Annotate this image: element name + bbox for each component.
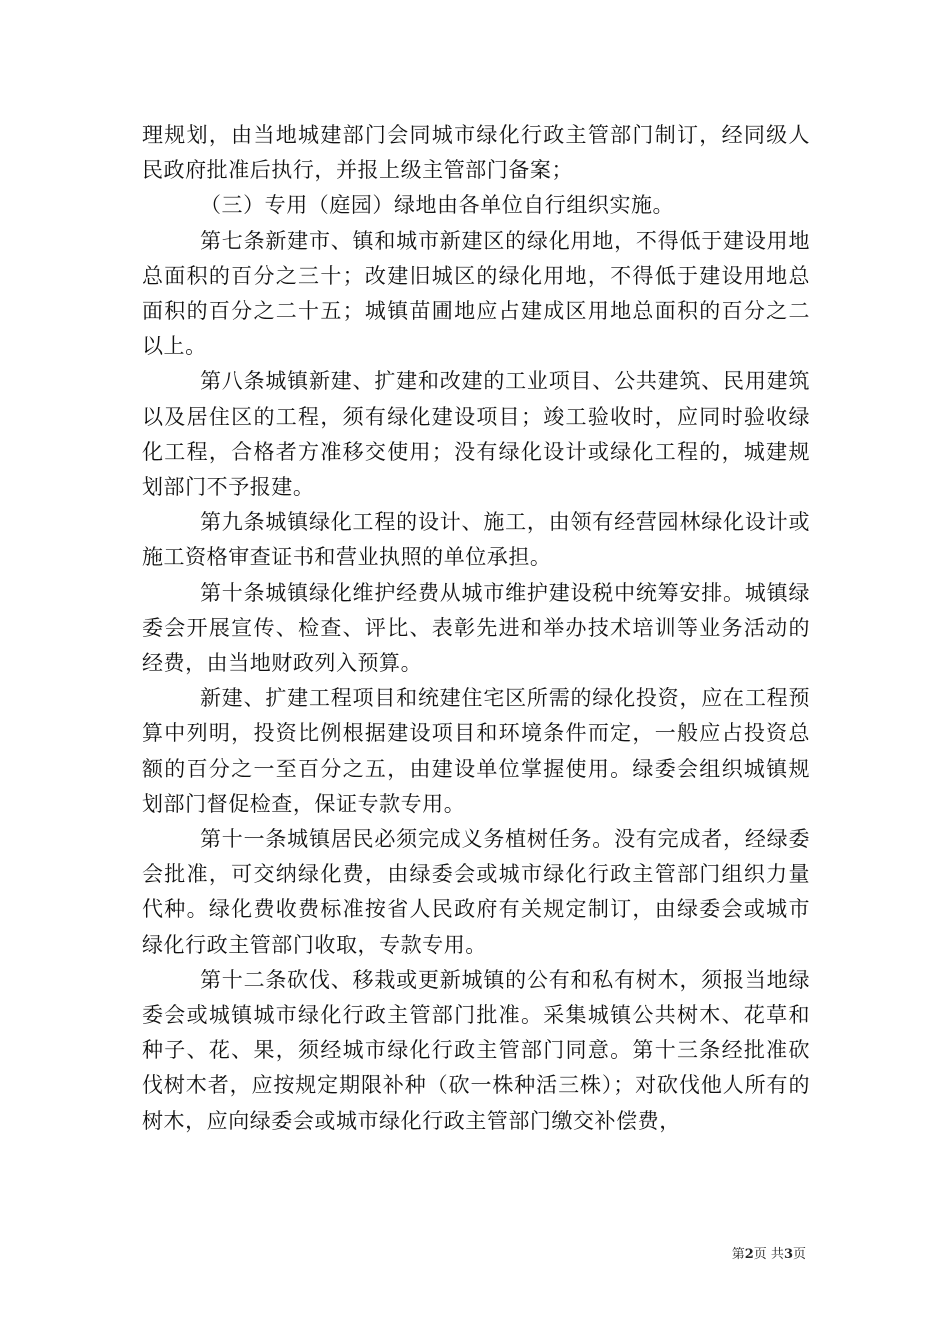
paragraph-article-7: 第七条新建市、镇和城市新建区的绿化用地，不得低于建设用地总面积的百分之三十；改建旧城区的绿化用地，不得低于建设用地总面积的百分之二十五；城镇苗圃地应占建成区用地总面积的百分之二以上。: [142, 228, 810, 359]
document-body: [142, 118, 810, 1139]
paragraph-item-three: （三）专用（庭园）绿地由各单位自行组织实施。: [200, 193, 675, 218]
paragraph-article-11: 第十一条城镇居民必须完成义务植树任务。没有完成者，经绿委会批准，可交纳绿化费，由绿委会或城市绿化行政主管部门组织力量代种。绿化费收费标准按省人民政府有关规定制订，由绿委会或城市绿化行政主管部门收取，专款专用。: [142, 827, 810, 957]
page-footer: [732, 1247, 806, 1263]
paragraph-article-10: 第十条城镇绿化维护经费从城市维护建设税中统筹安排。城镇绿委会开展宣传、检查、评比、表彰先进和举办技术培训等业务活动的经费，由当地财政列入预算。: [142, 580, 810, 676]
current-page-number: 2: [744, 1247, 754, 1262]
paragraph-article-9: 第九条城镇绿化工程的设计、施工，由领有经营园林绿化设计或施工资格审查证书和营业执照的单位承担。: [142, 510, 810, 570]
footer-middle: 页 共: [753, 1247, 784, 1262]
total-page-number: 3: [783, 1247, 793, 1262]
paragraph-continuation: 理规划，由当地城建部门会同城市绿化行政主管部门制订，经同级人民政府批准后执行，并报上级主管部门备案；: [142, 123, 810, 183]
paragraph-article-12: 第十二条砍伐、移栽或更新城镇的公有和私有树木，须报当地绿委会或城镇城市绿化行政主管部门批准。采集城镇公共树木、花草和种子、花、果，须经城市绿化行政主管部门同意。第十三条经批准砍伐树木者，应按规定期限补种（砍一株种活三株）；对砍伐他人所有的树木，应向绿委会或城市绿化行政主管部门缴交补偿费，: [142, 967, 810, 1133]
footer-prefix: 第: [731, 1247, 745, 1262]
paragraph-investment: 新建、扩建工程项目和统建住宅区所需的绿化投资，应在工程预算中列明，投资比例根据建设项目和环境条件而定，一般应占投资总额的百分之一至百分之五，由建设单位掌握使用。绿委会组织城镇规划部门督促检查，保证专款专用。: [142, 686, 810, 816]
footer-suffix: 页: [792, 1247, 806, 1262]
paragraph-article-8: 第八条城镇新建、扩建和改建的工业项目、公共建筑、民用建筑以及居住区的工程，须有绿化建设项目；竣工验收时，应同时验收绿化工程，合格者方准移交使用；没有绿化设计或绿化工程的，城建规划部门不予报建。: [142, 369, 810, 500]
